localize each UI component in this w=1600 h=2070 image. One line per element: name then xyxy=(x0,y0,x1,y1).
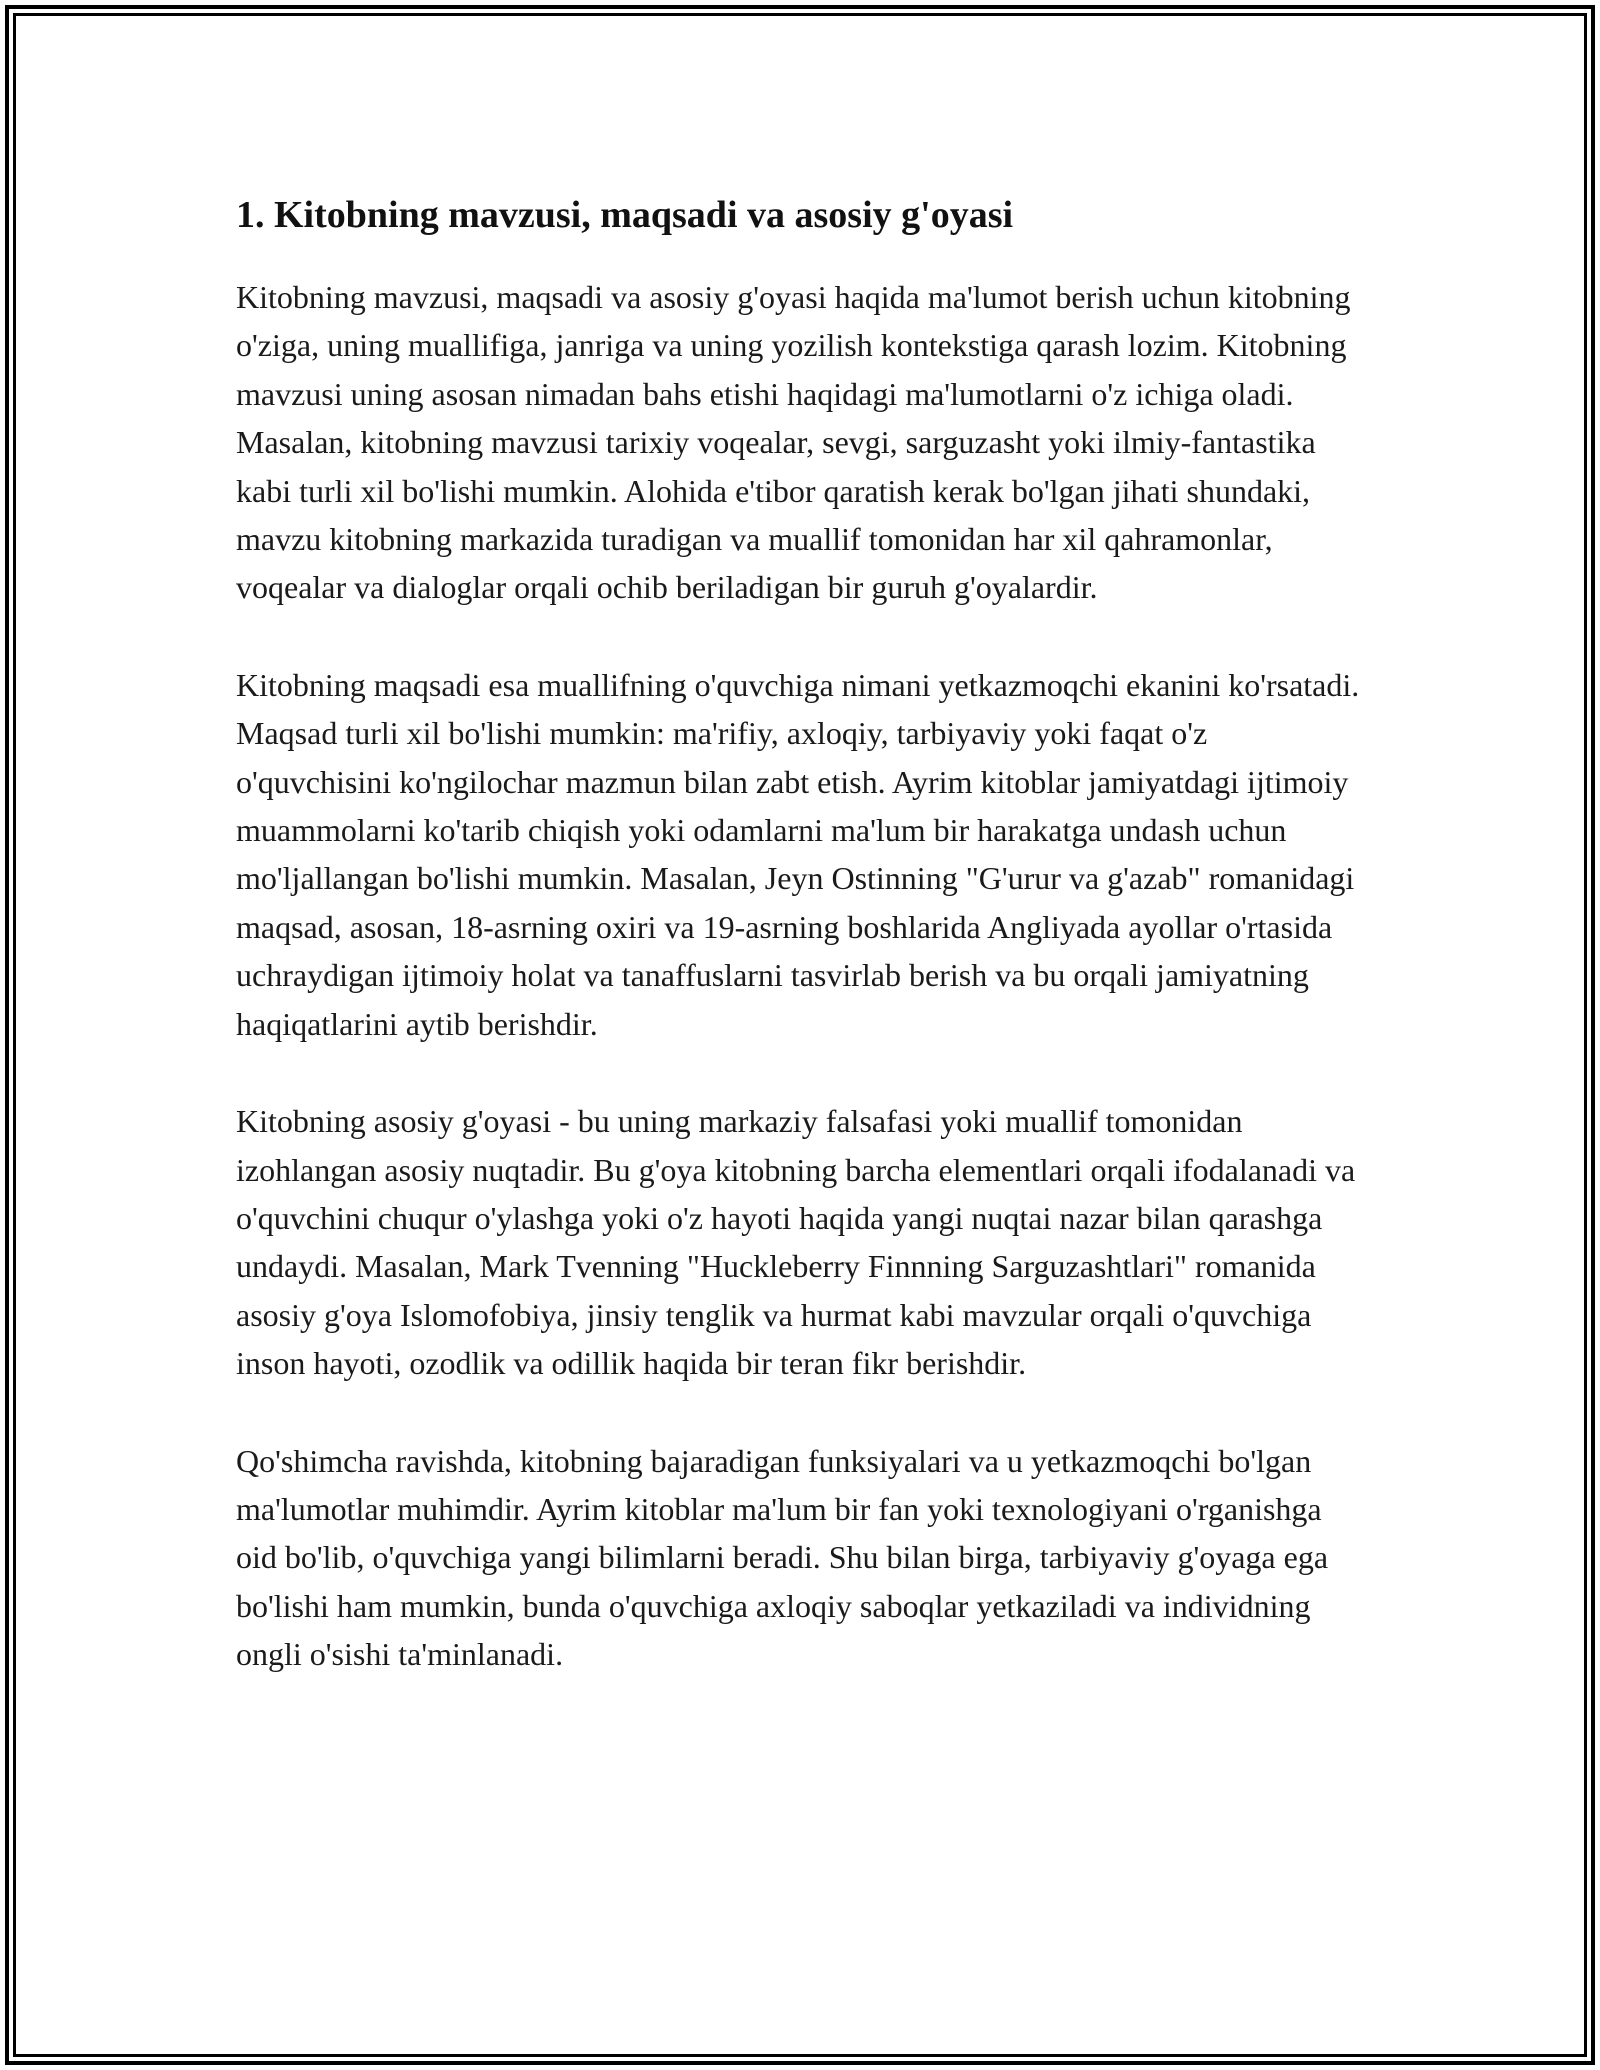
section-heading: 1. Kitobning mavzusi, maqsadi va asosiy g'oyasi xyxy=(236,194,1014,236)
paragraph-additional: Qo'shimcha ravishda, kitobning bajaradigan funksiyalari va u yetkazmoqchi bo'lgan ma'lumotlar muhimdir. Ayrim kitoblar ma'lum bir fan yoki texnologiyani o'rganishga oid bo'lib, o'quvchiga yangi bilimlarni beradi. Shu bilan birga, tarbiyaviy g'oyaga ega bo'lishi ham mumkin, bunda o'quvchiga axloqiy saboqlar yetkaziladi va individning ongli o'sishi ta'minlanadi. xyxy=(236,1442,1329,1673)
paragraph-purpose: Kitobning maqsadi esa muallifning o'quvchiga nimani yetkazmoqchi ekanini ko'rsatadi. Maqsad turli xil bo'lishi mumkin: ma'rifiy, axloqiy, tarbiyaviy yoki faqat o'z o'quvchisini ko'ngilochar mazmun bilan zabt etish. Ayrim kitoblar jamiyatdagi ijtimoiy muammolarni ko'tarib chiqish yoki odamlarni ma'lum bir harakatga undash uchun mo'ljallangan bo'lishi mumkin. Masalan, Jeyn Ostinning "G'urur va g'azab" romanidagi maqsad, asosan, 18-asrning oxiri va 19-asrning boshlarida Angliyada ayollar o'rtasida uchraydigan ijtimoiy holat va tanaffuslarni tasvirlab berish va bu orqali jamiyatning haqiqatlarini aytib berishdir. xyxy=(236,666,1360,1042)
paragraph-main-idea: Kitobning asosiy g'oyasi - bu uning markaziy falsafasi yoki muallif tomonidan izohlangan asosiy nuqtadir. Bu g'oya kitobning barcha elementlari orqali ifodalanadi va o'quvchini chuqur o'ylashga yoki o'z hayoti haqida yangi nuqtai nazar bilan qarashga undaydi. Masalan, Mark Tvenning "Huckleberry Finnning Sarguzashtlari" romanida asosiy g'oya Islomofobiya, jinsiy tenglik va hurmat kabi mavzular orqali o'quvchiga inson hayoti, ozodlik va odillik haqida bir teran fikr berishdir. xyxy=(236,1103,1356,1382)
document-body xyxy=(236,187,1366,1728)
paragraph-topic: Kitobning mavzusi, maqsadi va asosiy g'oyasi haqida ma'lumot berish uchun kitobning o'ziga, uning muallifiga, janriga va uning yozilish kontekstiga qarash lozim. Kitobning mavzusi uning asosan nimadan bahs etishi haqidagi ma'lumotlarni o'z ichiga oladi. Masalan, kitobning mavzusi tarixiy voqealar, sevgi, sarguzasht yoki ilmiy-fantastika kabi turli xil bo'lishi mumkin. Alohida e'tibor qaratish kerak bo'lgan jihati shundaki, mavzu kitobning markazida turadigan va muallif tomonidan har xil qahramonlar, voqealar va dialoglar orqali ochib beriladigan bir guruh g'oyalardir. xyxy=(236,279,1351,606)
